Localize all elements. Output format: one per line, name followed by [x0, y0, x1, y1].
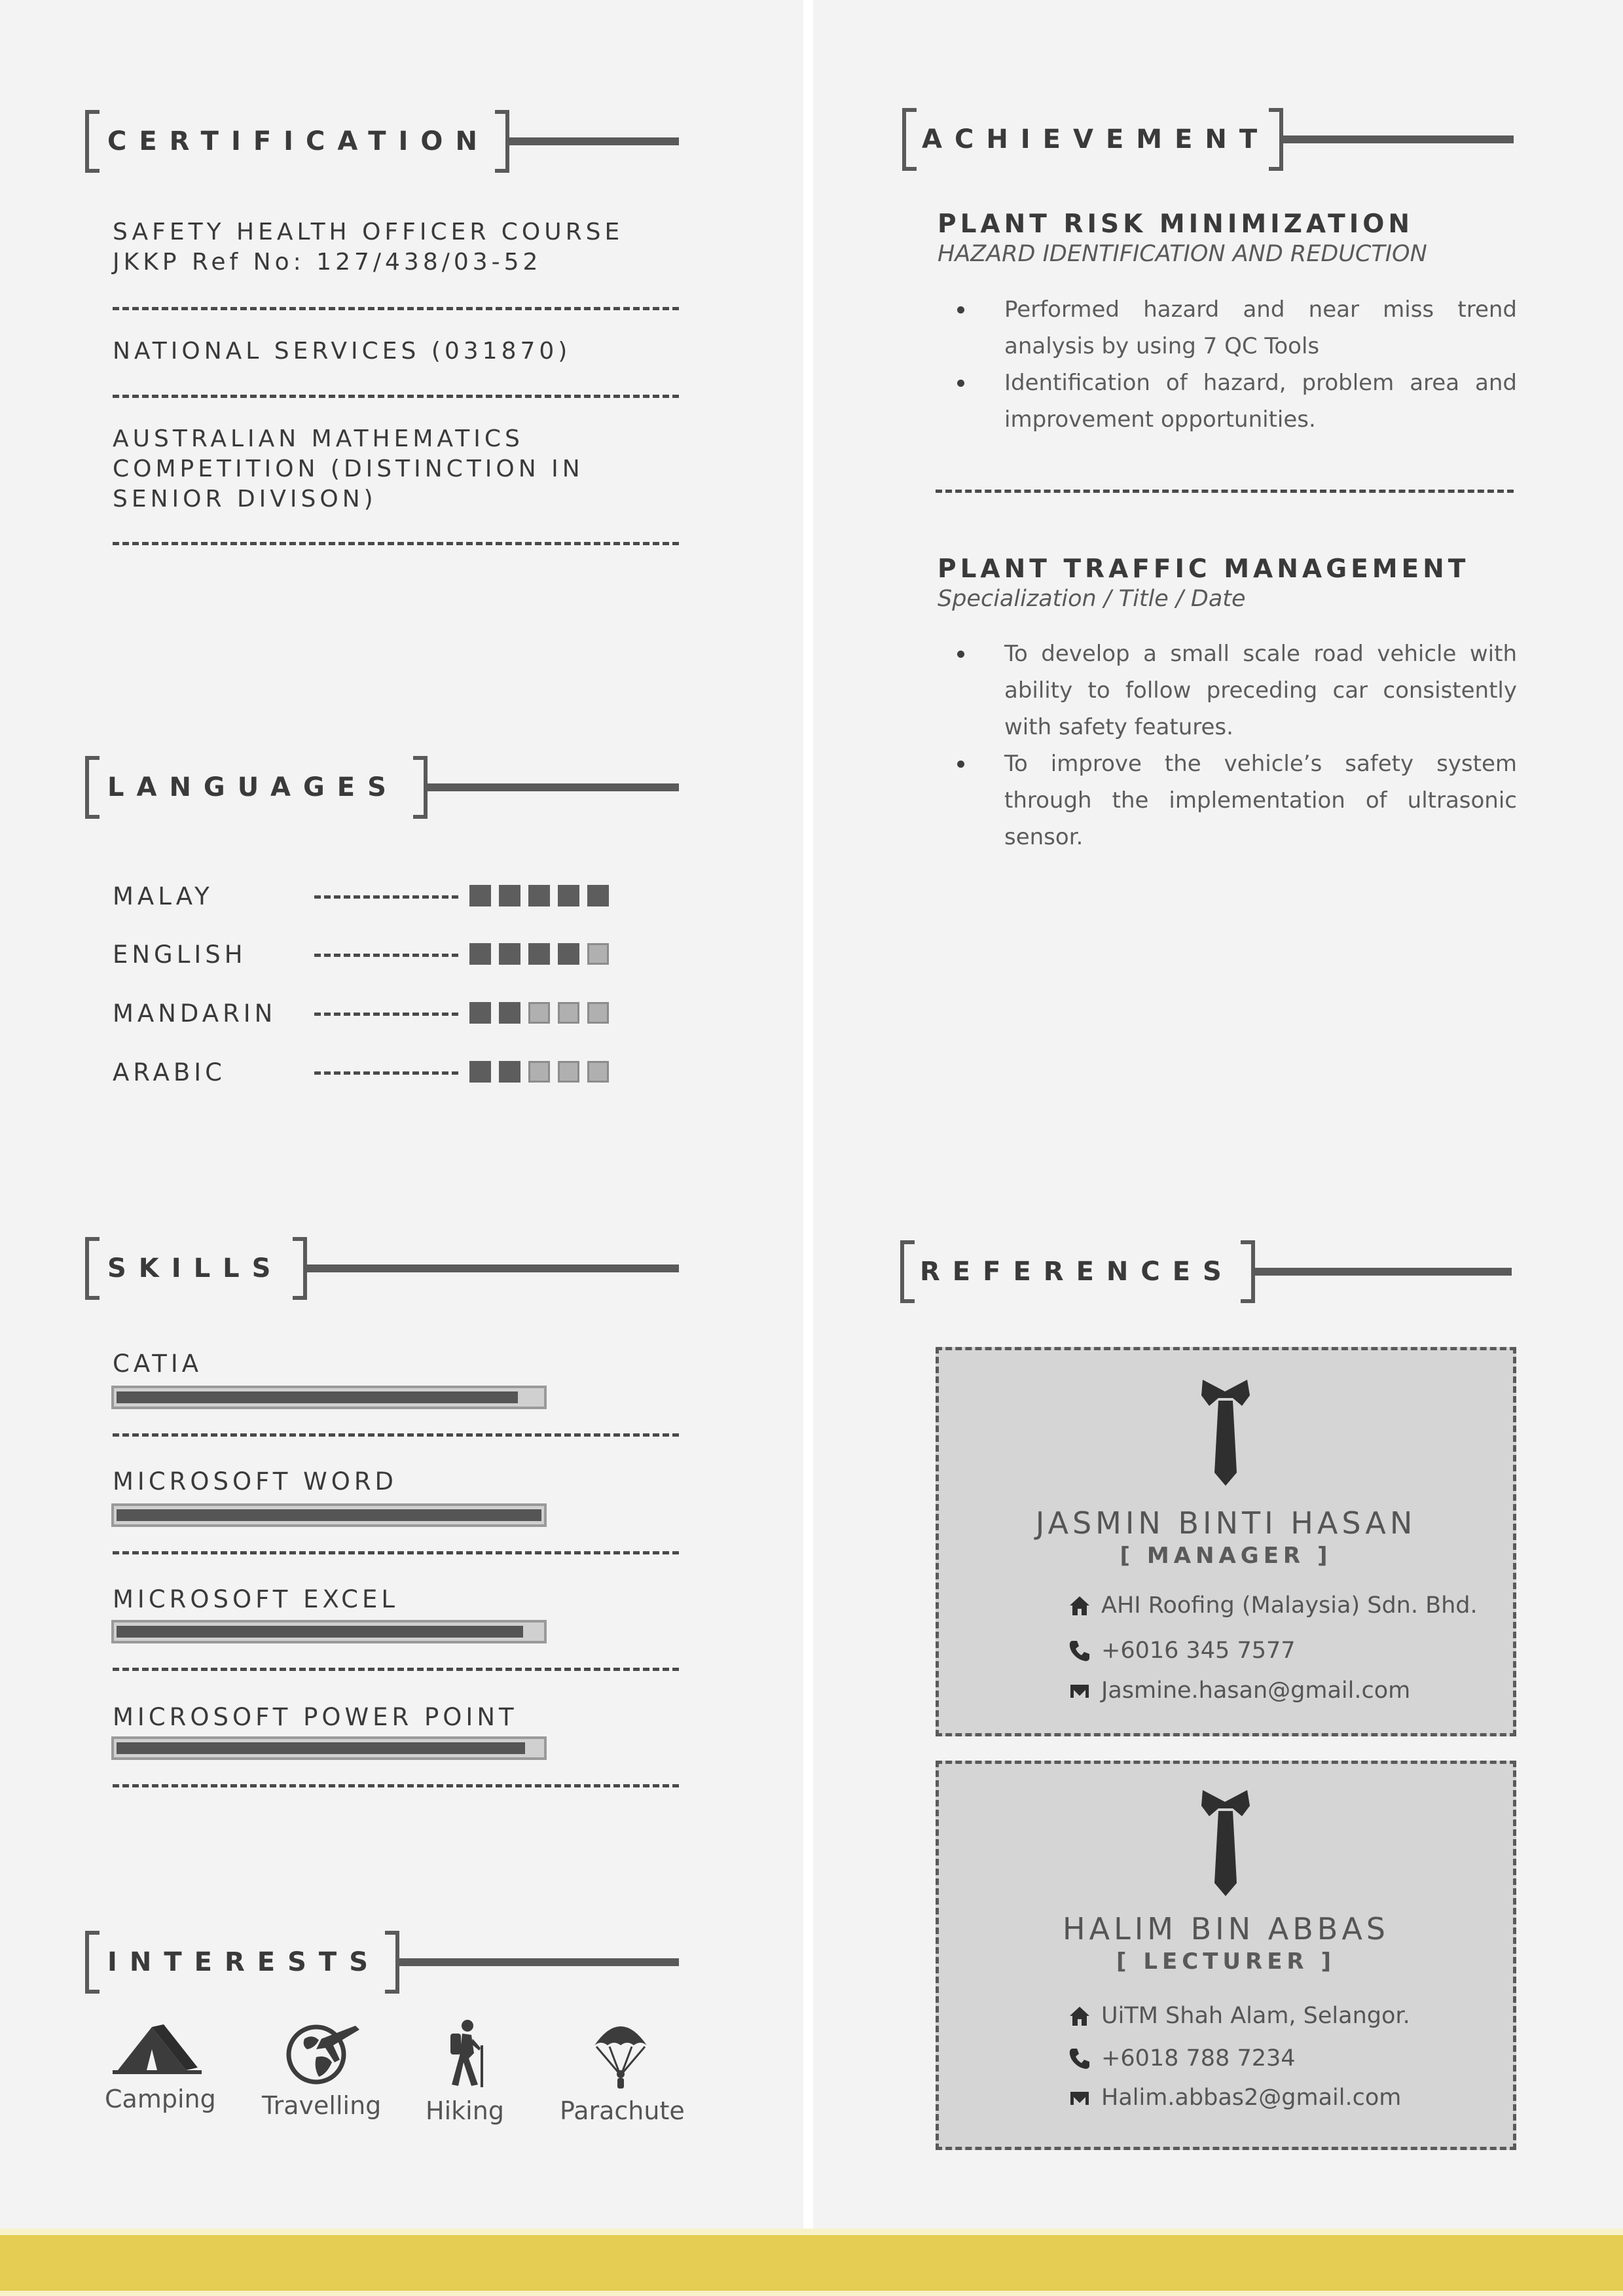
level-box-filled: [499, 1061, 520, 1083]
phone-icon: [1067, 2046, 1092, 2071]
language-level: [469, 885, 609, 906]
cert-item-1-ref: JKKP Ref No: 127/438/03-52: [113, 249, 542, 276]
interest-travelling: [262, 2019, 380, 2120]
bracket-left: [902, 108, 917, 171]
skill-bar: [111, 1620, 547, 1643]
achievement-title: ACHIEVEMENT: [922, 124, 1270, 154]
bracket-right: [413, 756, 428, 819]
skill-bar: [111, 1503, 547, 1527]
level-box-empty: [558, 1061, 579, 1083]
language-name: MALAY: [113, 882, 213, 910]
home-icon: [1067, 2003, 1092, 2028]
divider: [936, 490, 1514, 493]
achievement-header: [902, 108, 1514, 171]
reference-company-text: UiTM Shah Alam, Selangor.: [1101, 2003, 1410, 2029]
cert-item-3-line-3: SENIOR DIVISON): [113, 486, 377, 512]
level-box-empty: [587, 1002, 609, 1024]
interest-camping: [105, 2019, 216, 2113]
interests-header: [85, 1931, 679, 1994]
language-level: [469, 1002, 609, 1024]
hiker-icon: [439, 2019, 491, 2090]
divider: [113, 1784, 679, 1787]
interest-label: Parachute: [560, 2096, 685, 2125]
reference-phone-text[interactable]: +6016 345 7577: [1101, 1638, 1296, 1664]
reference-email-text[interactable]: Halim.abbas2@gmail.com: [1101, 2085, 1402, 2111]
reference-company-text: AHI Roofing (Malaysia) Sdn. Bhd.: [1101, 1592, 1478, 1619]
reference-phone-text[interactable]: +6018 788 7234: [1101, 2045, 1296, 2072]
skill-bar-fill: [117, 1626, 523, 1638]
level-box-filled: [469, 1002, 491, 1024]
cert-item-1: [113, 217, 623, 278]
level-box-empty: [528, 1061, 550, 1083]
language-name: MANDARIN: [113, 999, 277, 1028]
interest-label: Hiking: [426, 2096, 504, 2125]
achievement-bullet: To improve the vehicle’s safety system through the implementation of ultrasonic sensor.: [957, 745, 1517, 855]
language-row: [113, 882, 623, 911]
level-box-filled: [528, 885, 550, 906]
skill-name: CATIA: [113, 1350, 203, 1378]
divider: [113, 307, 679, 310]
header-rule: [509, 137, 679, 145]
bracket-left: [85, 1931, 100, 1994]
mail-icon: [1067, 1678, 1092, 1703]
bracket-right: [1241, 1240, 1255, 1303]
interest-label: Camping: [105, 2085, 216, 2113]
level-box-filled: [499, 1002, 520, 1024]
level-box-filled: [558, 943, 579, 965]
mail-icon: [1067, 2085, 1092, 2110]
reference-company: [1067, 2000, 1410, 2032]
certification-title: CERTIFICATION: [107, 126, 490, 156]
tent-icon: [111, 2019, 203, 2078]
achievement-bullets-1: [957, 291, 1517, 438]
achievement-bullet: Identification of hazard, problem area and improvement opportunities.: [957, 365, 1517, 438]
language-leader: [314, 954, 458, 957]
references-header: [900, 1240, 1512, 1303]
left-column: [0, 0, 803, 2229]
divider: [113, 1668, 679, 1671]
cert-item-3-line-2: COMPETITION (DISTINCTION IN: [113, 456, 584, 482]
reference-role: [ LECTURER ]: [1116, 1948, 1336, 1975]
language-leader: [314, 1013, 458, 1016]
tie-icon: [1196, 1380, 1255, 1488]
achievement-bullet: Performed hazard and near miss trend analysis by using 7 QC Tools: [957, 291, 1517, 365]
achievement-bullets-2: [957, 636, 1517, 855]
footer-accent-bar: [0, 2235, 1623, 2291]
header-rule: [1283, 135, 1514, 143]
divider: [113, 542, 679, 545]
bracket-right: [1269, 108, 1283, 171]
level-box-filled: [499, 885, 520, 906]
bracket-right: [495, 110, 509, 173]
header-rule: [399, 1958, 679, 1966]
achievement-subtitle-2: Specialization / Title / Date: [938, 586, 1246, 612]
divider: [113, 1433, 679, 1437]
header-rule: [1255, 1268, 1512, 1276]
reference-company: [1067, 1589, 1478, 1622]
cert-item-3-line-1: AUSTRALIAN MATHEMATICS: [113, 425, 524, 452]
divider: [113, 1551, 679, 1554]
header-rule: [428, 783, 679, 791]
tie-icon: [1196, 1790, 1255, 1898]
language-level: [469, 943, 609, 965]
achievement-title-2: PLANT TRAFFIC MANAGEMENT: [938, 554, 1470, 584]
level-box-filled: [558, 885, 579, 906]
cert-item-3: [113, 424, 584, 514]
reference-card: [936, 1761, 1516, 2150]
reference-phone: [1067, 2042, 1296, 2075]
interest-parachute: [560, 2019, 685, 2125]
bracket-left: [85, 110, 100, 173]
references-title: REFERENCES: [920, 1257, 1234, 1287]
cert-item-1-title: SAFETY HEALTH OFFICER COURSE: [113, 219, 624, 245]
bracket-right: [385, 1931, 399, 1994]
reference-phone: [1067, 1634, 1296, 1667]
language-name: ARABIC: [113, 1058, 226, 1086]
parachute-icon: [591, 2019, 650, 2090]
interest-hiking: [426, 2019, 504, 2125]
skill-name: MICROSOFT WORD: [113, 1467, 398, 1496]
skills-title: SKILLS: [107, 1253, 283, 1283]
interest-label: Travelling: [262, 2091, 382, 2120]
divider: [113, 395, 679, 398]
achievement-title-1: PLANT RISK MINIMIZATION: [938, 209, 1413, 239]
skill-bar-fill: [117, 1742, 525, 1754]
level-box-filled: [528, 943, 550, 965]
bracket-left: [85, 1237, 100, 1300]
home-icon: [1067, 1593, 1092, 1618]
level-box-filled: [469, 943, 491, 965]
cert-item-2: [113, 336, 571, 367]
certification-header: [85, 110, 679, 173]
reference-name: JASMIN BINTI HASAN: [1035, 1505, 1417, 1541]
reference-email: [1067, 1674, 1410, 1707]
footer-band: [0, 2229, 1623, 2296]
language-row: [113, 999, 623, 1028]
bracket-left: [900, 1240, 915, 1303]
level-box-filled: [499, 943, 520, 965]
level-box-filled: [469, 1061, 491, 1083]
globe-plane-icon: [278, 2019, 363, 2085]
skill-name: MICROSOFT POWER POINT: [113, 1703, 518, 1731]
reference-role: [ MANAGER ]: [1120, 1543, 1332, 1569]
phone-icon: [1067, 1638, 1092, 1663]
header-rule: [307, 1265, 679, 1272]
language-level: [469, 1061, 609, 1083]
language-leader: [314, 895, 458, 899]
skill-name: MICROSOFT EXCEL: [113, 1585, 399, 1613]
reference-email-text[interactable]: Jasmine.hasan@gmail.com: [1101, 1677, 1411, 1704]
skills-header: [85, 1237, 679, 1300]
skill-bar: [111, 1386, 547, 1409]
level-box-empty: [587, 943, 609, 965]
reference-card: [936, 1347, 1516, 1736]
skill-bar-fill: [117, 1509, 541, 1521]
level-box-filled: [587, 885, 609, 906]
language-name: ENGLISH: [113, 941, 247, 969]
level-box-empty: [587, 1061, 609, 1083]
language-leader: [314, 1071, 458, 1075]
achievement-subtitle-1: HAZARD IDENTIFICATION AND REDUCTION: [938, 241, 1427, 267]
level-box-empty: [528, 1002, 550, 1024]
level-box-filled: [469, 885, 491, 906]
bracket-left: [85, 756, 100, 819]
level-box-empty: [558, 1002, 579, 1024]
achievement-bullet: To develop a small scale road vehicle with ability to follow preceding car consistently with safety features.: [957, 636, 1517, 745]
skill-bar: [111, 1736, 547, 1760]
reference-email: [1067, 2081, 1401, 2114]
bracket-right: [293, 1237, 307, 1300]
skill-bar-fill: [117, 1391, 518, 1403]
languages-title: LANGUAGES: [107, 772, 399, 802]
reference-name: HALIM BIN ABBAS: [1063, 1911, 1389, 1946]
cert-item-2-title: NATIONAL SERVICES (031870): [113, 338, 572, 365]
languages-header: [85, 756, 679, 819]
interests-title: INTERESTS: [107, 1947, 380, 1977]
language-row: [113, 1058, 623, 1087]
language-row: [113, 941, 623, 969]
